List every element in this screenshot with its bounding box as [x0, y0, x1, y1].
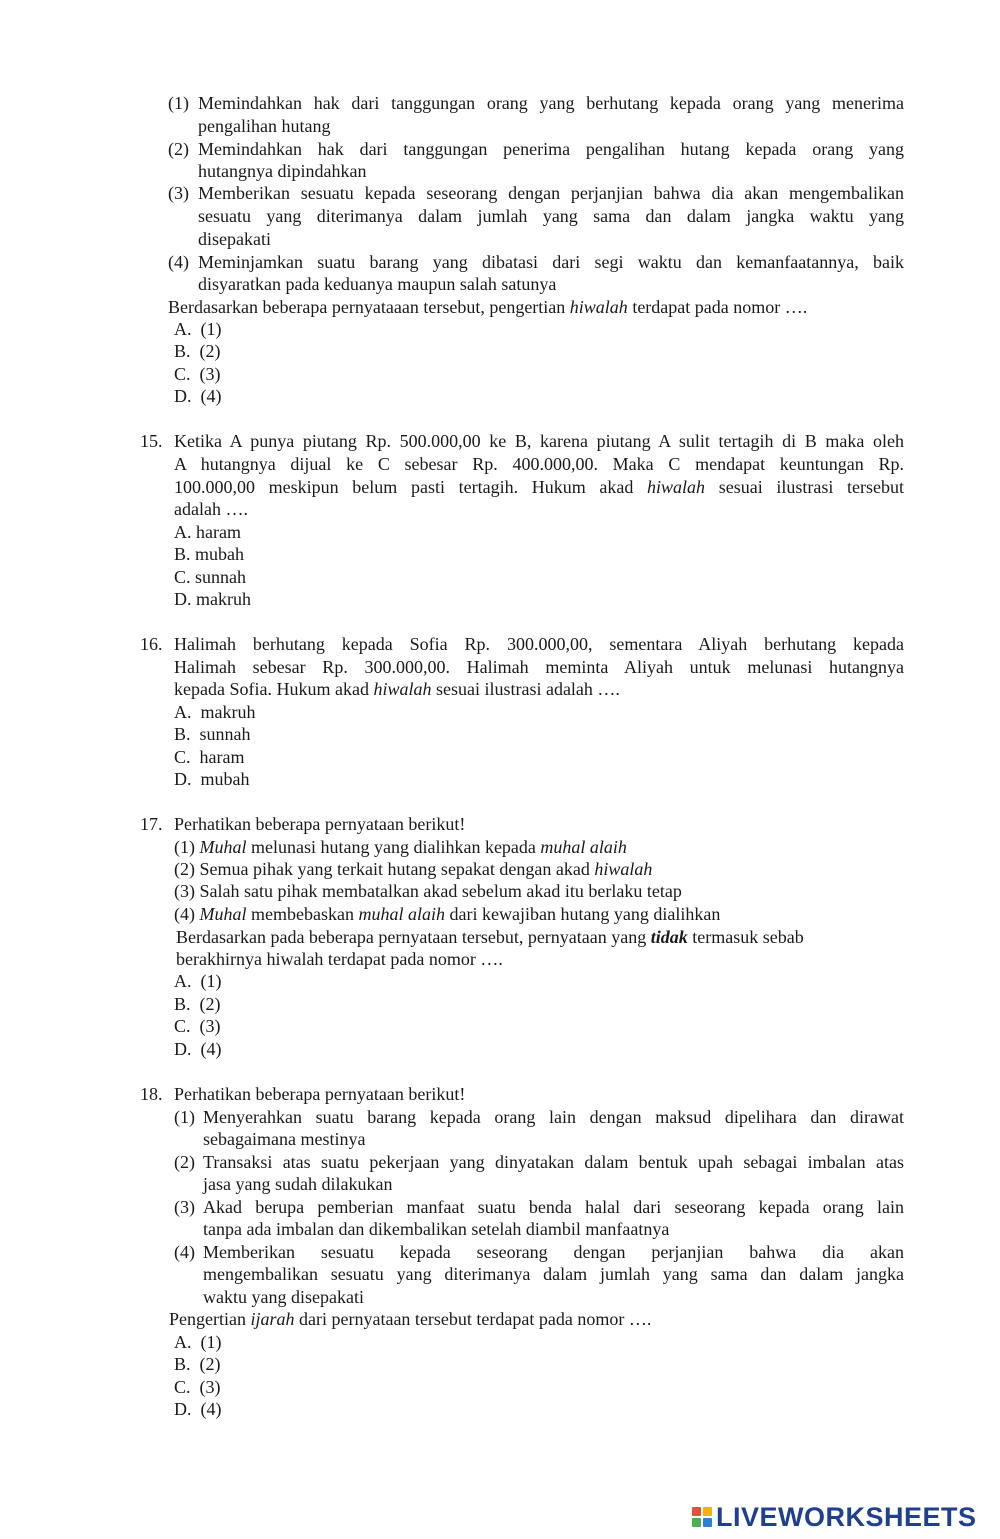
logo-square-icon: [703, 1507, 712, 1516]
statement-number: (3): [174, 1197, 195, 1217]
option-b[interactable]: B. sunnah: [174, 724, 251, 744]
option-c[interactable]: C. (3): [174, 364, 221, 384]
statement-3: (3) Salah satu pihak membatalkan akad sebelum akad itu berlaku tetap: [174, 881, 682, 901]
logo-grid-icon: [692, 1507, 712, 1527]
option-d[interactable]: D. mubah: [174, 769, 250, 789]
statement-text: waktu yang disepakati: [203, 1287, 364, 1307]
option-c[interactable]: C. (3): [174, 1377, 221, 1397]
question-number: 17.: [140, 814, 163, 834]
intro-item-text: Memindahkan hak dari tanggungan penerima pengalihan hutang kepada orang yang: [198, 139, 904, 159]
option-b[interactable]: B. (2): [174, 1354, 221, 1374]
intro-item-text: Memberikan sesuatu kepada seseorang dengan perjanjian bahwa dia akan mengembalikan: [198, 183, 904, 203]
option-a[interactable]: A. (1): [174, 319, 222, 339]
intro-item-number: (3): [168, 183, 189, 203]
intro-item-text: pengalihan hutang: [198, 116, 331, 136]
question-text: Ketika A punya piutang Rp. 500.000,00 ke B, karena piutang A sulit tertagih di B maka oleh: [174, 431, 904, 451]
option-c[interactable]: C. (3): [174, 1016, 221, 1036]
statement-2: (2) Semua pihak yang terkait hutang sepakat dengan akad hiwalah: [174, 859, 653, 879]
statement-text: Memberikan sesuatu kepada seseorang dengan perjanjian bahwa dia akan: [203, 1242, 904, 1262]
intro-item-text: sesuatu yang diterimanya dalam jumlah yang sama dan dalam jangka waktu yang: [198, 206, 904, 226]
statement-text: Transaksi atas suatu pekerjaan yang dinyatakan dalam bentuk upah sebagai imbalan atas: [203, 1152, 904, 1172]
question-text: berakhirnya hiwalah terdapat pada nomor ….: [176, 949, 503, 969]
option-a[interactable]: A. (1): [174, 971, 222, 991]
question-stem: Perhatikan beberapa pernyataan berikut!: [174, 814, 466, 834]
statement-text: tanpa ada imbalan dan dikembalikan setelah diambil manfaatnya: [203, 1219, 670, 1239]
statement-number: (4): [174, 1242, 195, 1262]
question-text: 100.000,00 meskipun belum pasti tertagih. Hukum akad hiwalah sesuai ilustrasi tersebut: [174, 477, 904, 497]
option-b[interactable]: B. (2): [174, 341, 221, 361]
question-text: Halimah sebesar Rp. 300.000,00. Halimah meminta Aliyah untuk melunasi hutangnya: [174, 657, 904, 677]
option-c[interactable]: C. sunnah: [174, 567, 246, 587]
statement-text: Akad berupa pemberian manfaat suatu benda halal dari seseorang kepada orang lain: [203, 1197, 904, 1217]
option-d[interactable]: D. (4): [174, 1399, 222, 1419]
intro-item-text: disepakati: [198, 229, 271, 249]
question-number: 15.: [140, 431, 163, 451]
statement-text: mengembalikan sesuatu yang diterimanya dalam jumlah yang sama dan dalam jangka: [203, 1264, 904, 1284]
intro-question: Berdasarkan beberapa pernyataaan tersebut, pengertian hiwalah terdapat pada nomor ….: [168, 297, 808, 317]
option-a[interactable]: A. haram: [174, 522, 241, 542]
question-text: adalah ….: [174, 499, 248, 519]
question-text: kepada Sofia. Hukum akad hiwalah sesuai ilustrasi adalah ….: [174, 679, 620, 699]
statement-4: (4) Muhal membebaskan muhal alaih dari kewajiban hutang yang dialihkan: [174, 904, 721, 924]
liveworksheets-logo[interactable]: [692, 1500, 977, 1534]
statement-text: sebagaimana mestinya: [203, 1129, 366, 1149]
question-text: Halimah berhutang kepada Sofia Rp. 300.000,00, sementara Aliyah berhutang kepada: [174, 634, 904, 654]
statement-1: (1) Muhal melunasi hutang yang dialihkan kepada muhal alaih: [174, 837, 627, 857]
question-number: 18.: [140, 1084, 163, 1104]
logo-square-icon: [703, 1518, 712, 1527]
question-text: A hutangnya dijual ke C sebesar Rp. 400.000,00. Maka C mendapat keuntungan Rp.: [174, 454, 904, 474]
option-d[interactable]: D. makruh: [174, 589, 251, 609]
question-stem: Perhatikan beberapa pernyataan berikut!: [174, 1084, 466, 1104]
statement-number: (1): [174, 1107, 195, 1127]
question-text: Berdasarkan pada beberapa pernyataan tersebut, pernyataan yang tidak termasuk sebab: [176, 927, 804, 947]
option-d[interactable]: D. (4): [174, 1039, 222, 1059]
option-b[interactable]: B. (2): [174, 994, 221, 1014]
option-c[interactable]: C. haram: [174, 747, 245, 767]
question-text: Pengertian ijarah dari pernyataan tersebut terdapat pada nomor ….: [169, 1309, 652, 1329]
option-d[interactable]: D. (4): [174, 386, 222, 406]
intro-item-number: (2): [168, 139, 189, 159]
question-number: 16.: [140, 634, 163, 654]
intro-item-text: Memindahkan hak dari tanggungan orang yang berhutang kepada orang yang menerima: [198, 93, 904, 113]
intro-item-text: Meminjamkan suatu barang yang dibatasi dari segi waktu dan kemanfaatannya, baik: [198, 252, 904, 272]
logo-square-icon: [692, 1507, 701, 1516]
option-b[interactable]: B. mubah: [174, 544, 244, 564]
intro-item-number: (4): [168, 252, 189, 272]
statement-text: jasa yang sudah dilakukan: [203, 1174, 393, 1194]
statement-number: (2): [174, 1152, 195, 1172]
option-a[interactable]: A. makruh: [174, 702, 256, 722]
option-a[interactable]: A. (1): [174, 1332, 222, 1352]
intro-item-text: disyaratkan pada keduanya maupun salah satunya: [198, 274, 557, 294]
intro-item-number: (1): [168, 93, 189, 113]
logo-text: LIVEWORKSHEETS: [716, 1501, 977, 1532]
intro-item-text: hutangnya dipindahkan: [198, 161, 367, 181]
logo-square-icon: [692, 1518, 701, 1527]
statement-text: Menyerahkan suatu barang kepada orang lain dengan maksud dipelihara dan dirawat: [203, 1107, 904, 1127]
